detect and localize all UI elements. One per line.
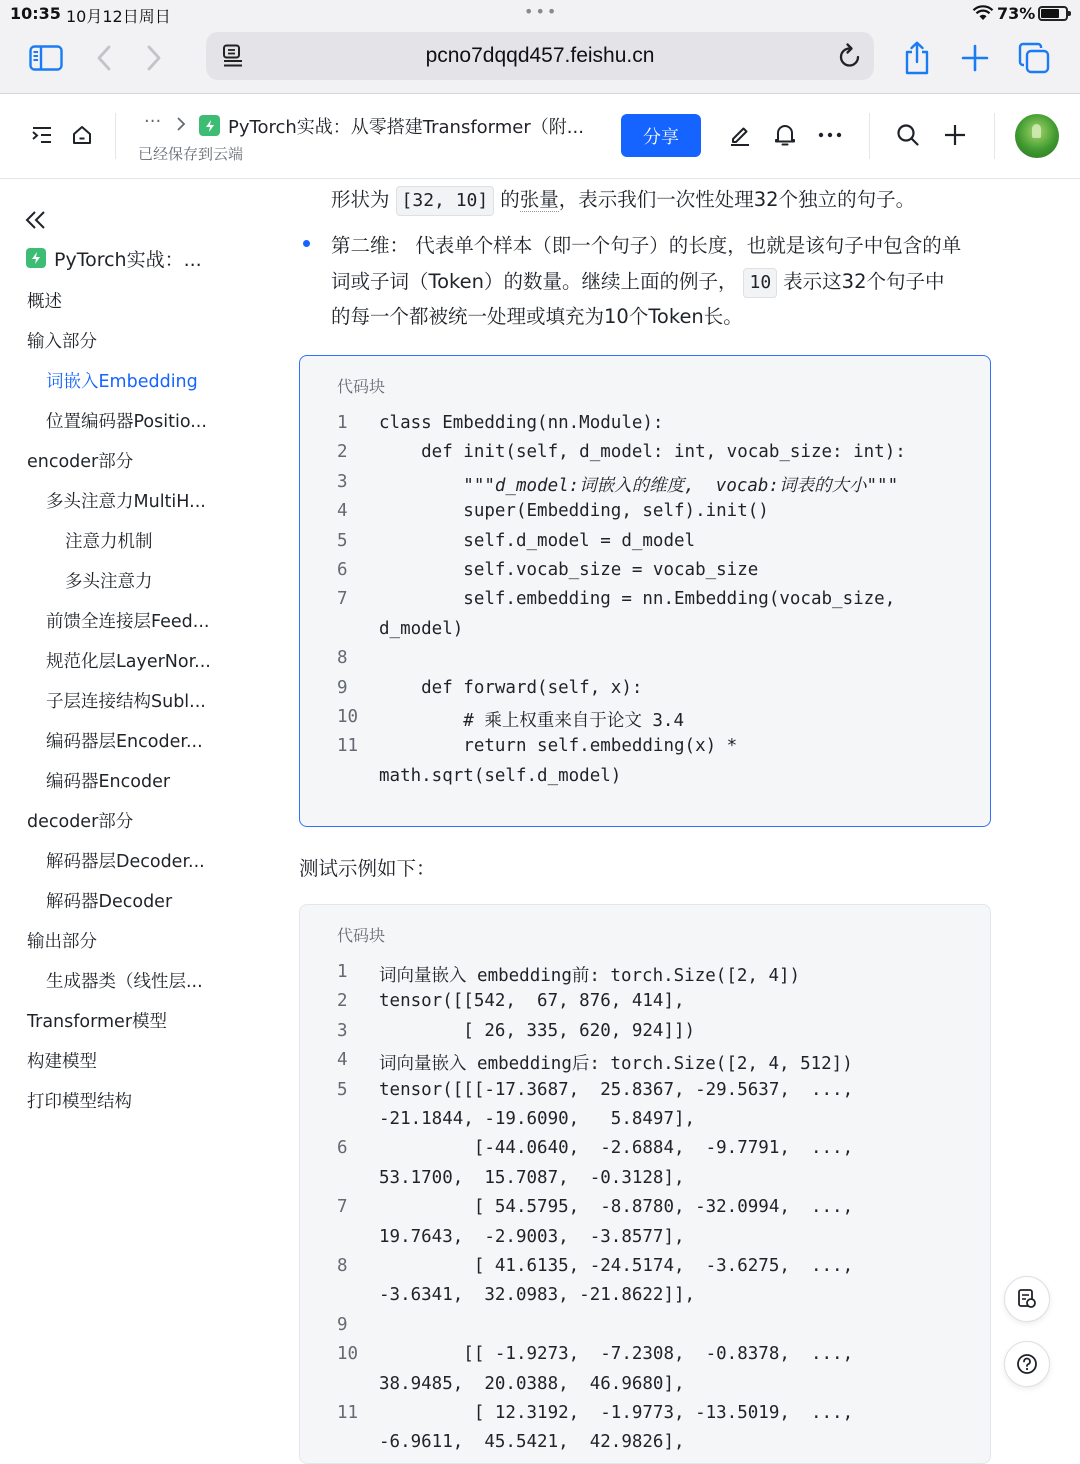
add-icon[interactable] — [937, 117, 973, 153]
code-text: tensor([[542, 67, 876, 414], — [379, 991, 685, 1012]
outline-item[interactable]: decoder部分 — [27, 812, 134, 832]
doc-content — [270, 180, 1080, 1453]
line-number: 9 — [337, 677, 348, 698]
code-block-label: 代码块 — [337, 377, 386, 396]
code-text: d_model) — [379, 618, 464, 639]
code-text: tensor([[[-17.3687, 25.8367, -29.5637, ..., — [379, 1079, 854, 1100]
doc-title[interactable]: PyTorch实战：从零搭建Transformer（附... — [228, 117, 584, 138]
text-line — [331, 264, 961, 300]
status-bar — [0, 0, 1080, 28]
home-icon[interactable] — [64, 117, 100, 153]
line-number: 1 — [337, 962, 348, 982]
text: 词或子词（Token）的数量。继续上面的例子， — [331, 269, 738, 293]
text: 的 — [500, 188, 520, 211]
more-icon[interactable] — [812, 117, 848, 153]
chevron-right-icon — [176, 116, 186, 136]
line-number: 8 — [337, 1256, 348, 1276]
code-text: def init(self, d_model: int, vocab_size: int): — [379, 442, 906, 463]
code-text: -3.6341, 32.0983, -21.8622]], — [379, 1285, 696, 1306]
battery-icon — [1038, 6, 1068, 21]
collapse-sidebar-icon[interactable] — [22, 206, 50, 234]
doc-assistant-icon[interactable] — [1004, 1276, 1050, 1322]
code-text: [ 54.5795, -8.8780, -32.0994, ..., — [379, 1197, 854, 1218]
outline-item[interactable]: 生成器类（线性层... — [46, 972, 203, 992]
code-text: # 乘上权重来自于论文 3.4 — [379, 711, 685, 731]
code-text: math.sqrt(self.d_model) — [379, 765, 622, 786]
outline-item[interactable]: 编码器Encoder — [46, 772, 171, 792]
save-status: 已经保存到云端 — [138, 145, 244, 163]
address-bar[interactable] — [206, 32, 874, 80]
bullet-paragraph — [331, 228, 961, 335]
outline-toggle-icon[interactable] — [24, 117, 60, 153]
code-text: 19.7643, -2.9003, -3.8577], — [379, 1226, 685, 1247]
outline-item[interactable]: 子层连接结构Subl... — [46, 692, 206, 712]
line-number: 11 — [337, 736, 359, 757]
outline-item[interactable]: 注意力机制 — [65, 532, 153, 552]
battery-percent: 73% — [997, 4, 1036, 23]
outline-item[interactable]: 输出部分 — [27, 932, 97, 952]
line-number: 1 — [337, 413, 348, 433]
outline-item[interactable]: 解码器Decoder — [46, 892, 173, 912]
code-text: class Embedding(nn.Module): — [379, 413, 664, 433]
line-number: 4 — [337, 1050, 348, 1071]
code-text: 38.9485, 20.0388, 46.9680], — [379, 1373, 685, 1394]
code-text: [[ -1.9273, -7.2308, -0.8378, ..., — [379, 1344, 854, 1365]
breadcrumb-more[interactable]: ··· — [144, 111, 162, 132]
outline-item[interactable]: 前馈全连接层Feed... — [46, 612, 210, 632]
code-text: return self.embedding(x) * — [379, 736, 738, 757]
code-text: -6.9611, 45.5421, 42.9826], — [379, 1432, 685, 1453]
text: ，表示我们一次性处理32个独立的句子。 — [558, 188, 916, 211]
doc-header — [0, 95, 1080, 179]
line-number: 7 — [337, 589, 348, 610]
text-line: 第二维： 代表单个样本（即一个句子）的长度，也就是该句子中包含的单 — [331, 234, 962, 257]
code-text: [ 26, 335, 620, 924]]) — [379, 1020, 696, 1041]
browser-toolbar — [0, 28, 1080, 94]
line-number: 2 — [337, 991, 348, 1012]
line-number: 2 — [337, 442, 348, 463]
divider — [115, 113, 116, 159]
text: 形状为 — [331, 188, 390, 211]
comment-highlight[interactable]: 张量 — [519, 188, 559, 211]
code-text: super(Embedding, self).init() — [379, 501, 769, 522]
doc-icon — [26, 248, 46, 268]
doc-icon — [199, 115, 220, 136]
code-block-label: 代码块 — [337, 926, 386, 945]
outline-item[interactable]: 多头注意力MultiH... — [46, 492, 206, 512]
line-number: 5 — [337, 1079, 348, 1100]
divider — [994, 113, 995, 159]
outline-item[interactable]: 位置编码器Positio... — [46, 412, 207, 432]
outline-item[interactable]: 编码器层Encoder... — [46, 732, 203, 752]
outline-item[interactable]: encoder部分 — [27, 452, 134, 472]
status-time: 10:35 — [10, 4, 61, 23]
outline-item[interactable]: 概述 — [27, 292, 62, 312]
outline-root[interactable] — [26, 244, 256, 272]
inline-code: 10 — [743, 268, 777, 298]
code-text: 53.1700, 15.7087, -0.3128], — [379, 1167, 685, 1188]
code-text: def forward(self, x): — [379, 677, 643, 698]
forward-icon[interactable] — [134, 38, 174, 78]
outline-item[interactable]: 词嵌入Embedding — [46, 372, 198, 392]
new-tab-icon[interactable] — [955, 38, 995, 78]
line-number: 6 — [337, 1138, 348, 1159]
inline-code: [32, 10] — [396, 186, 495, 216]
line-number: 4 — [337, 501, 348, 522]
share-button[interactable]: 分享 — [621, 114, 701, 157]
outline-sidebar — [0, 180, 270, 1440]
code-text: 词向量嵌入 embedding前: torch.Size([2, 4]) — [379, 966, 801, 986]
reload-icon[interactable] — [838, 43, 862, 73]
code-text: [-44.0640, -2.6884, -9.7791, ..., — [379, 1138, 854, 1159]
divider — [869, 113, 870, 159]
code-text: [ 12.3192, -1.9773, -13.5019, ..., — [379, 1403, 854, 1423]
code-text: """d_model:词嵌入的维度, vocab:词表的大小""" — [379, 475, 899, 496]
line-number: 3 — [337, 1020, 348, 1041]
bullet-dot — [303, 240, 310, 247]
outline-item[interactable]: 解码器层Decoder... — [46, 852, 205, 872]
line-number: 7 — [337, 1197, 348, 1218]
line-number: 11 — [337, 1403, 359, 1423]
line-number: 3 — [337, 471, 348, 492]
search-icon[interactable] — [890, 117, 926, 153]
line-number: 6 — [337, 560, 348, 580]
text: 表示这32个句子中 — [783, 269, 945, 293]
tab-overview-icon[interactable] — [1014, 38, 1054, 78]
edit-icon[interactable] — [722, 117, 758, 153]
code-text: self.d_model = d_model — [379, 530, 696, 551]
help-icon[interactable] — [1004, 1341, 1050, 1387]
outline-item[interactable]: 规范化层LayerNor... — [46, 652, 211, 672]
multitasking-dots-icon[interactable]: ••• — [524, 2, 559, 21]
code-text: -21.1844, -19.6090, 5.8497], — [379, 1109, 696, 1129]
outline-item[interactable]: 打印模型结构 — [27, 1092, 132, 1112]
line-number: 8 — [337, 648, 348, 669]
outline-root-label: PyTorch实战：... — [54, 248, 202, 271]
code-text: self.vocab_size = vocab_size — [379, 560, 759, 580]
outline-item[interactable]: 输入部分 — [27, 332, 97, 352]
code-text: 词向量嵌入 embedding后: torch.Size([2, 4, 512]) — [379, 1054, 853, 1075]
status-date: 10月12日周日 — [66, 7, 171, 26]
text-line: 的每一个都被统一处理或填充为10个Token长。 — [331, 305, 743, 328]
code-block[interactable] — [299, 904, 991, 1464]
url-text: pcno7dqqd457.feishu.cn — [425, 44, 655, 67]
line-number: 9 — [337, 1314, 348, 1335]
share-icon[interactable] — [897, 38, 937, 78]
code-block[interactable] — [299, 355, 991, 827]
line-number: 10 — [337, 1344, 359, 1365]
outline-item[interactable]: Transformer模型 — [27, 1012, 168, 1032]
sidebar-toggle-icon[interactable] — [26, 38, 66, 78]
back-icon[interactable] — [84, 38, 124, 78]
code-text: [ 41.6135, -24.5174, -3.6275, ..., — [379, 1256, 854, 1276]
outline-item[interactable]: 构建模型 — [27, 1052, 97, 1072]
line-number: 5 — [337, 530, 348, 551]
line-number: 10 — [337, 707, 359, 727]
bell-icon[interactable] — [767, 117, 803, 153]
paragraph — [331, 182, 915, 218]
code-text: self.embedding = nn.Embedding(vocab_size, — [379, 589, 896, 610]
avatar[interactable] — [1015, 114, 1059, 158]
outline-item[interactable]: 多头注意力 — [65, 572, 153, 592]
paragraph: 测试示例如下： — [299, 857, 436, 880]
wifi-icon — [972, 5, 994, 25]
